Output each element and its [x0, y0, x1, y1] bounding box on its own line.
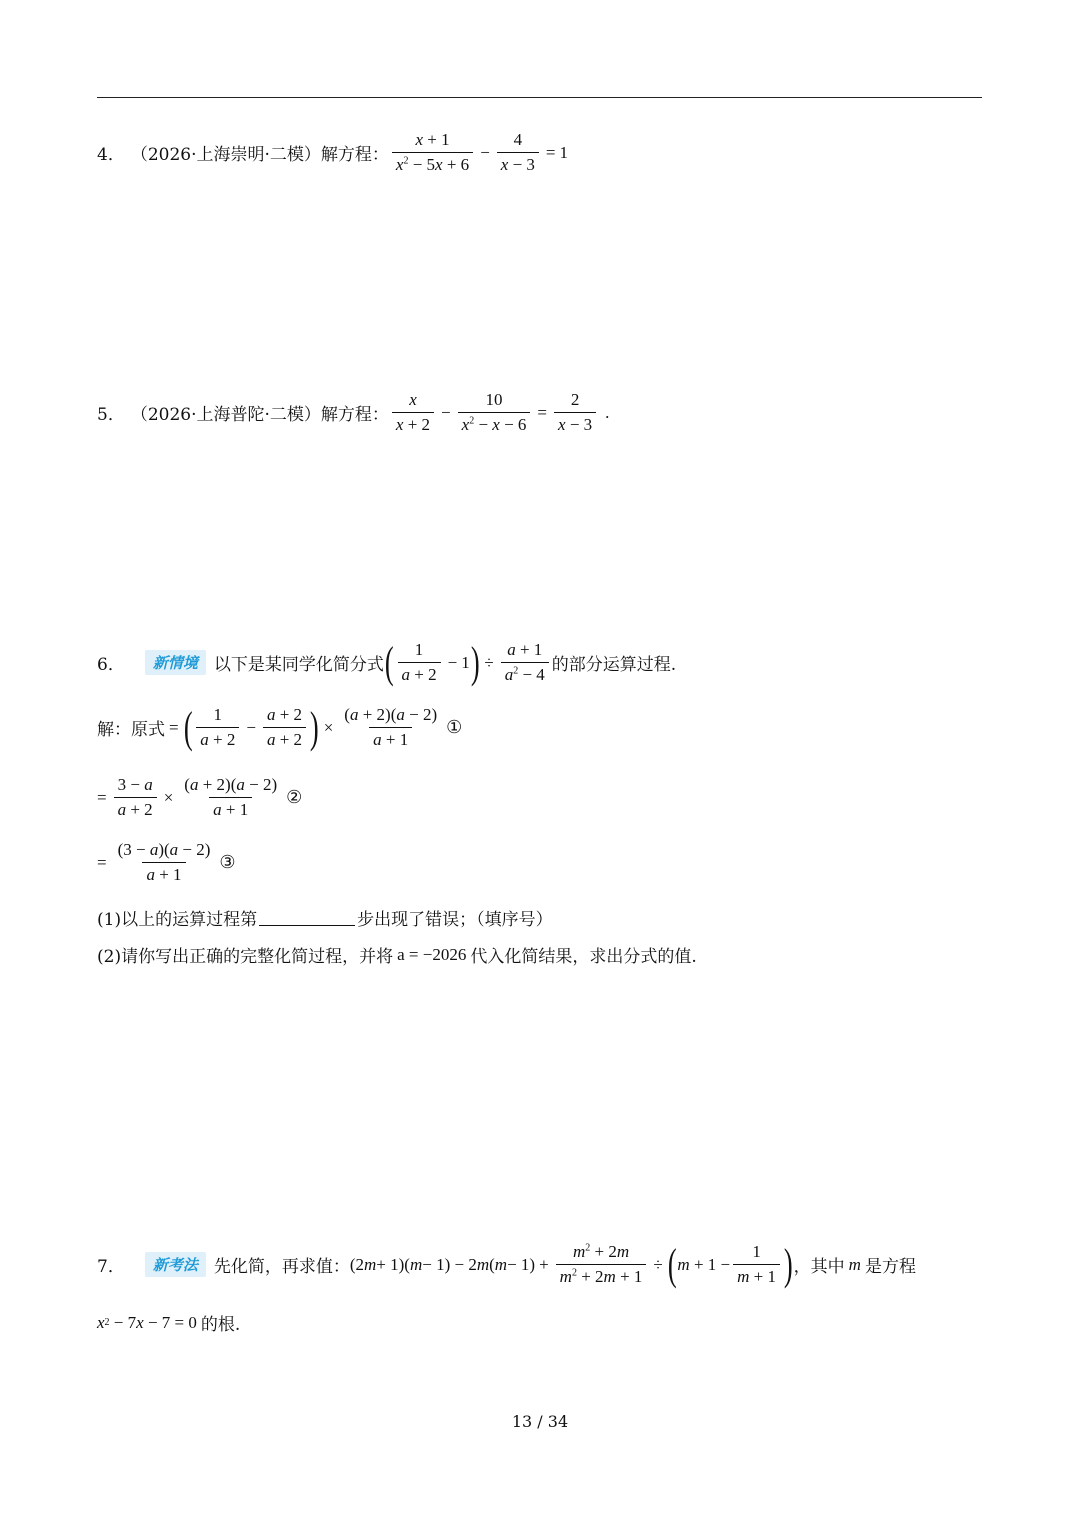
question-intro: 以下是某同学化简分式 — [213, 655, 384, 675]
header-rule — [97, 97, 982, 98]
question-5 — [97, 390, 609, 435]
expression: ( $\frac{1}{a + 2}$ − 1 ) ÷ $\frac{a + 1}{a^2 - 4}$ — [384, 640, 552, 685]
question-number: 5． — [97, 405, 125, 425]
solution-line-2: = $\frac{3 - a}{a + 2}$ × $\frac{(a + 2)(a - 2)}{a + 1}$ ② — [97, 775, 303, 819]
question-4 — [97, 130, 568, 175]
question-number: 7． — [97, 1257, 125, 1277]
question-intro-end: 的部分运算过程. — [551, 655, 677, 675]
equation: $\frac{x + 1}{x^2 - 5x + 6}$ − $\frac{4}{x - 3}$ = 1 — [389, 130, 568, 175]
new-context-badge: 新情境 — [145, 650, 206, 675]
question-source: （2026·上海普陀·二模）解方程： — [130, 405, 389, 425]
sub-question-2: (2)请你写出正确的完整化简过程，并将 a = −2026 代入化简结果，求出分式的值. — [97, 944, 697, 967]
new-method-badge: 新考法 — [145, 1252, 206, 1277]
question-7: 7． 新考法 先化简，再求值： (2 m + 1)( m − 1) − 2 m ( m − 1) + $\frac{m^2 + 2m}{m^2 + 2m + 1}$ ÷ ( m + 1 − $\frac{1}{m + 1}$ ) ，其中 m 是方程 — [97, 1239, 916, 1289]
question-7-line-2: x 2 − 7 x − 7 = 0 的根. — [97, 1312, 241, 1335]
step-marker: ② — [286, 787, 303, 808]
solution-line-1: 解：原式 = ( $\frac{1}{a + 2}$ − $\frac{a + 2}{a + 2}$ ) × $\frac{(a + 2)(a - 2)}{a + 1}$ ① — [97, 702, 463, 752]
step-marker: ① — [446, 717, 463, 738]
question-source: （2026·上海崇明·二模）解方程： — [130, 145, 389, 165]
expression: (2 m + 1)( m − 1) − 2 m ( m − 1) + $\frac{m^2 + 2m}{m^2 + 2m + 1}$ ÷ ( m + 1 − $\frac{1}{m + 1}$ ) — [349, 1239, 793, 1289]
step-marker: ③ — [219, 852, 236, 873]
question-number: 6． — [97, 655, 125, 675]
solution-line-3: = $\frac{(3 - a)(a - 2)}{a + 1}$ ③ — [97, 840, 236, 884]
answer-blank[interactable] — [259, 909, 355, 926]
sub-question-1: (1)以上的运算过程第 步出现了错误；（填序号） — [97, 910, 553, 930]
page-number: 13 / 34 — [511, 1412, 569, 1431]
question-6 — [97, 637, 677, 687]
question-number: 4． — [97, 145, 125, 165]
equation: $\frac{x}{x + 2}$ − $\frac{10}{x^2 - x - 6}$ = $\frac{2}{x - 3}$ . — [389, 390, 610, 435]
